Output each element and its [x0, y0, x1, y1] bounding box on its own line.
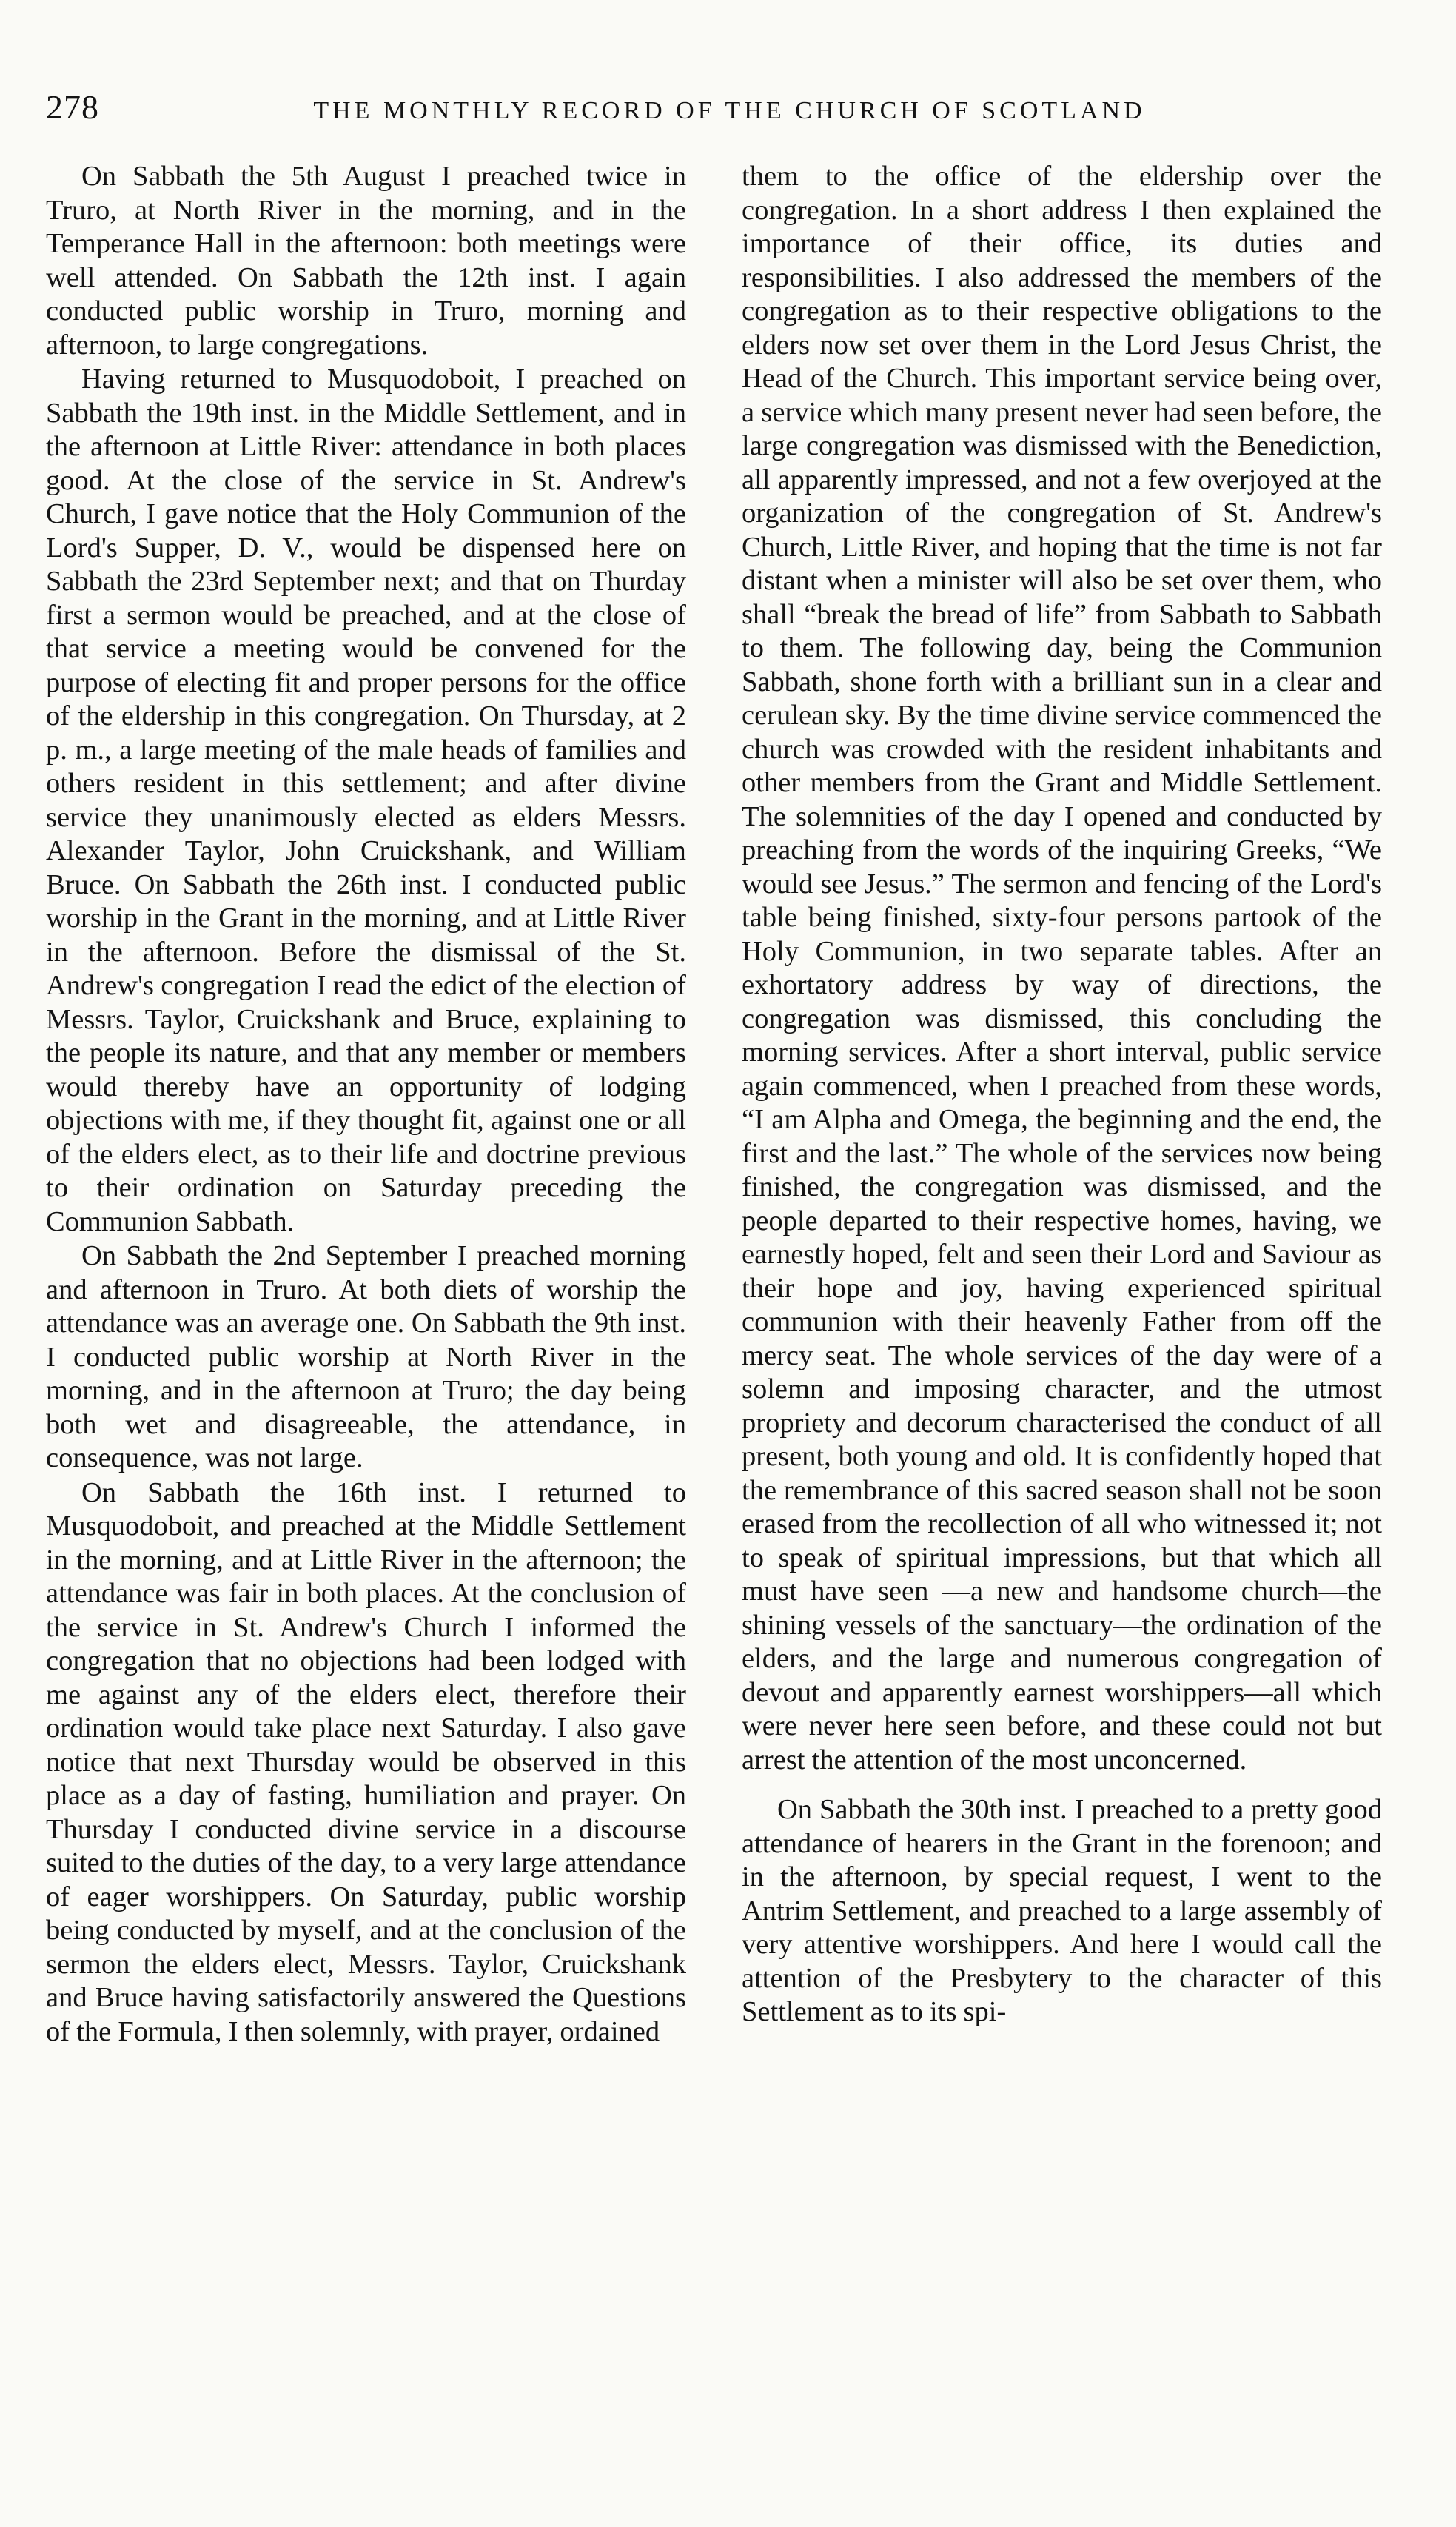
left-column — [46, 160, 686, 2049]
page-number: 278 — [46, 88, 99, 126]
running-title: THE MONTHLY RECORD OF THE CHURCH OF SCOTLAND — [313, 97, 1146, 124]
text-columns — [46, 160, 1382, 2049]
page-header — [46, 87, 1382, 141]
paragraph: Having returned to Musquodoboit, I preached on Sabbath the 19th inst. in the Middle Settlement, and in the afternoon at Little River: attendance in both places good. At the close of the service in St. Andrew's Church, I gave notice that the Holy Communion of the Lord's Supper, D. V., would be dispensed here on Sabbath the 23rd September next; and that on Thurday first a sermon would be preached, and at the close of that service a meeting would be convened for the purpose of electing fit and proper persons for the office of the eldership in this congregation. On Thursday, at 2 p. m., a large meeting of the male heads of families and others resident in this settlement; and after divine service they unanimously elected as elders Messrs. Alexander Taylor, John Cruickshank, and William Bruce. On Sabbath the 26th inst. I conducted public worship in the Grant in the morning, and at Little River in the afternoon. Before the dismissal of the St. Andrew's congregation I read the edict of the election of Messrs. Taylor, Cruickshank and Bruce, explaining to the people its nature, and that any member or members would thereby have an opportunity of lodging objections with me, if they thought fit, against one or all of the elders elect, as to their life and doctrine previous to their ordination on Saturday preceding the Communion Sabbath. — [46, 364, 686, 1237]
paragraph: On Sabbath the 2nd September I preached morning and afternoon in Truro. At both diets of worship the attendance was an average one. On Sabbath the 9th inst. I conducted public worship at North River in the morning, and in the afternoon at Truro; the day being both wet and disagreeable, the attendance, in consequence, was not large. — [46, 1240, 686, 1473]
paragraph: On Sabbath the 16th inst. I returned to Musquodoboit, and preached at the Middle Settlement in the morning, and at Little River in the afternoon; the attendance was fair in both places. At the conclusion of the service in St. Andrew's Church I informed the congregation that no objections had been lodged with me against any of the elders elect, therefore their ordination would take place next Saturday. I also gave notice that next Thursday would be observed in this place as a day of fasting, humiliation and prayer. On Thursday I conducted divine service in a discourse suited to the duties of the day, to a very large attendance of eager worshippers. On Saturday, public worship being conducted by myself, and at the conclusion of the sermon the elders elect, Messrs. Taylor, Cruickshank and Bruce having satisfactorily answered the Questions of the Formula, I then solemnly, with prayer, ordained — [46, 1476, 686, 2047]
paragraph: On Sabbath the 5th August I preached twice in Truro, at North River in the morning, and in the Temperance Hall in the afternoon: both meetings were well attended. On Sabbath the 12th inst. I again conducted public worship in Truro, morning and afternoon, to large congregations. — [46, 161, 686, 361]
paragraph-continued: them to the office of the eldership over the congregation. In a short address I then explained the importance of their office, its duties and responsibilities. I also addressed the members of the congregation as to their respective obligations to the elders now set over them in the Lord Jesus Christ, the Head of the Church. This important service being over, a service which many present never had seen before, the large congregation was dismissed with the Benediction, all apparently impressed, and not a few overjoyed at the organization of the congregation of St. Andrew's Church, Little River, and hoping that the time is not far distant when a minister will also be set over them, who shall “break the bread of life” from Sabbath to Sabbath to them. The following day, being the Communion Sabbath, shone forth with a brilliant sun in a clear and cerulean sky. By the time divine service commenced the church was crowded with the resident inhabitants and other members from the Grant and Middle Settlement. The solemnities of the day I opened and conducted by preaching from the words of the inquiring Greeks, “We would see Jesus.” The sermon and fencing of the Lord's table being finished, sixty-four persons partook of the Holy Communion, in two separate tables. After an exhortatory address by way of directions, the congregation was dismissed, this concluding the morning services. After a short interval, public service again commenced, when I preached from these words, “I am Alpha and Omega, the beginning and the end, the first and the last.” The whole of the services now being finished, the congregation was dismissed, and the people departed to their respective homes, having, we earnestly hoped, felt and seen their Lord and Saviour as their hope and joy, having experienced spiritual communion with their heavenly Father from off the mercy seat. The whole services of the day were of a solemn and imposing character, and the utmost propriety and decorum characterised the conduct of all present, both young and old. It is confidently hoped that the remembrance of this sacred season shall not be soon erased from the recollection of all who witnessed it; not to speak of spiritual impressions, but that which all must have seen —a new and handsome church—the shining vessels of the sanctuary—the ordination of the elders, and the large and numerous congregation of devout and apparently earnest worshippers—all which were never here seen before, and these could not but arrest the attention of the most unconcerned. — [742, 161, 1382, 1775]
right-column — [742, 160, 1382, 2029]
paragraph: On Sabbath the 30th inst. I preached to a pretty good attendance of hearers in the Grant in the forenoon; and in the afternoon, by special request, I went to the Antrim Settlement, and preached to a large assembly of very attentive worshippers. And here I would call the attention of the Presbytery to the character of this Settlement as to its spi- — [742, 1794, 1382, 2027]
